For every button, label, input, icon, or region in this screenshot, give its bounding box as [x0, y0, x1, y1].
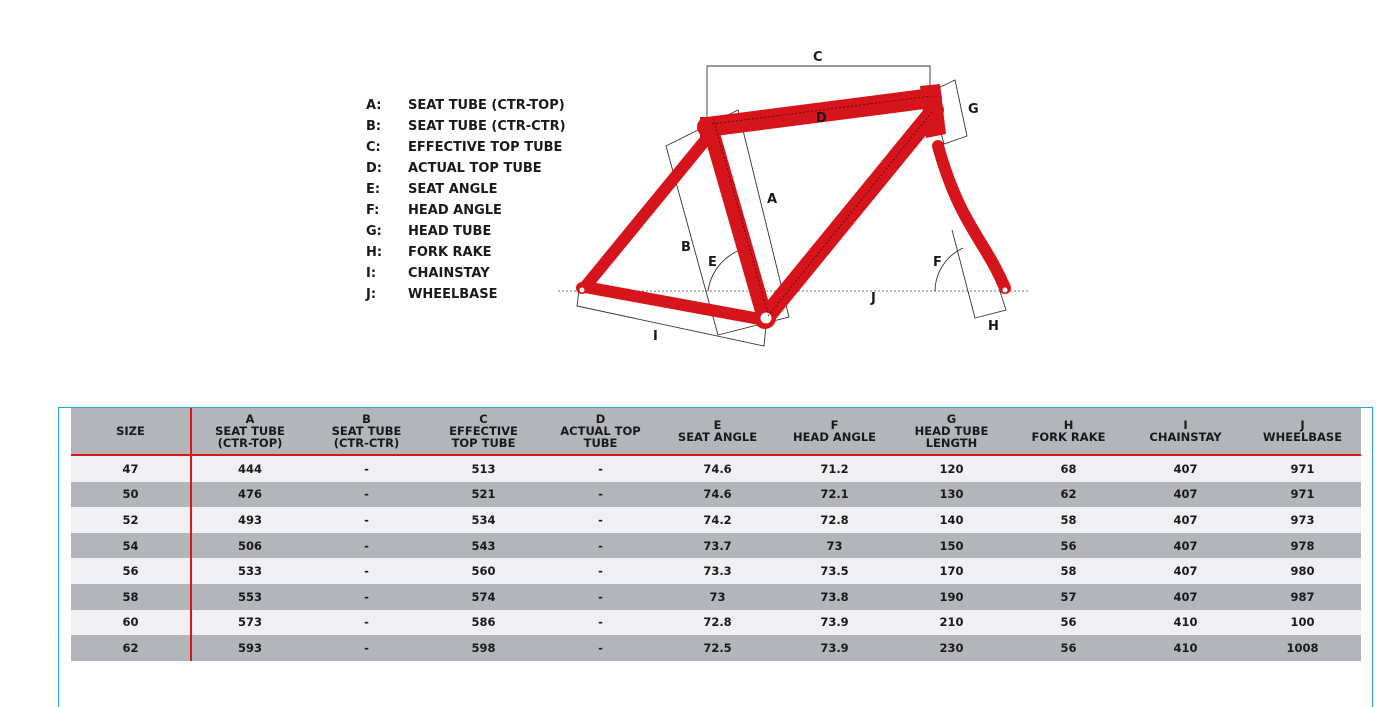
table-cell: 73.8	[776, 584, 893, 610]
table-row	[71, 558, 1361, 584]
table-cell: 980	[1244, 558, 1361, 584]
table-cell: -	[308, 455, 425, 482]
table-cell: 476	[191, 482, 308, 508]
label-i: I	[653, 329, 658, 344]
table-cell: 74.6	[659, 455, 776, 482]
table-cell: 987	[1244, 584, 1361, 610]
table-cell: 190	[893, 584, 1010, 610]
table-cell: 62	[71, 635, 191, 661]
table-row	[71, 610, 1361, 636]
table-cell: 574	[425, 584, 542, 610]
legend-item-j: J: WHEELBASE	[366, 287, 498, 302]
table-cell: -	[308, 558, 425, 584]
label-f: F	[933, 255, 942, 270]
front-dropout-hole	[1003, 288, 1008, 293]
table-row	[71, 482, 1361, 508]
table-cell: 410	[1127, 635, 1244, 661]
legend-item-g: G: HEAD TUBE	[366, 224, 492, 239]
col-header-size: SIZE	[71, 408, 191, 455]
table-cell: -	[542, 507, 659, 533]
table-cell: -	[542, 584, 659, 610]
label-b: B	[681, 240, 691, 255]
table-cell: 534	[425, 507, 542, 533]
table-cell: 74.6	[659, 482, 776, 508]
label-c: C	[813, 50, 823, 65]
table-cell: 52	[71, 507, 191, 533]
rear-dropout-hole	[580, 288, 585, 293]
table-cell: 73	[776, 533, 893, 559]
label-j: J	[871, 291, 876, 306]
table-cell: 120	[893, 455, 1010, 482]
table-cell: 410	[1127, 610, 1244, 636]
bottom-bracket-hole	[761, 313, 772, 324]
table-cell: 74.2	[659, 507, 776, 533]
table-cell: -	[308, 584, 425, 610]
header-row	[71, 408, 1361, 455]
table-cell: 521	[425, 482, 542, 508]
table-cell: -	[308, 610, 425, 636]
label-h: H	[988, 319, 999, 334]
table-cell: 560	[425, 558, 542, 584]
table-cell: 57	[1010, 584, 1127, 610]
col-header-d: D ACTUAL TOP TUBE	[542, 408, 659, 455]
table-cell: -	[308, 533, 425, 559]
table-row	[71, 635, 1361, 661]
table-cell: 68	[1010, 455, 1127, 482]
table-cell: 407	[1127, 558, 1244, 584]
chain-stay	[585, 287, 765, 320]
table-body	[71, 455, 1361, 661]
label-e: E	[708, 255, 717, 270]
col-header-g: G HEAD TUBE LENGTH	[893, 408, 1010, 455]
table-cell: 100	[1244, 610, 1361, 636]
table-row	[71, 533, 1361, 559]
table-cell: 971	[1244, 482, 1361, 508]
table-cell: 58	[71, 584, 191, 610]
table-cell: 593	[191, 635, 308, 661]
table-cell: 71.2	[776, 455, 893, 482]
table-cell: 140	[893, 507, 1010, 533]
table-cell: 130	[893, 482, 1010, 508]
table-cell: 533	[191, 558, 308, 584]
table-cell: 971	[1244, 455, 1361, 482]
table-cell: 56	[1010, 610, 1127, 636]
table-cell: -	[542, 533, 659, 559]
down-tube	[765, 110, 935, 318]
col-header-e: E SEAT ANGLE	[659, 408, 776, 455]
table-cell: 73.3	[659, 558, 776, 584]
legend-item-e: E: SEAT ANGLE	[366, 182, 498, 197]
table-cell: 58	[1010, 507, 1127, 533]
table-cell: -	[542, 635, 659, 661]
legend-item-h: H: FORK RAKE	[366, 245, 492, 260]
table-row	[71, 507, 1361, 533]
table-cell: 50	[71, 482, 191, 508]
table-cell: 72.1	[776, 482, 893, 508]
table-cell: 598	[425, 635, 542, 661]
table-row	[71, 584, 1361, 610]
table-cell: 73.7	[659, 533, 776, 559]
table-cell: -	[308, 635, 425, 661]
table-cell: 407	[1127, 584, 1244, 610]
table-cell: 543	[425, 533, 542, 559]
table-cell: 72.8	[776, 507, 893, 533]
table-cell: 506	[191, 533, 308, 559]
table-cell: 56	[1010, 533, 1127, 559]
table-cell: 230	[893, 635, 1010, 661]
table-cell: 973	[1244, 507, 1361, 533]
table-cell: -	[542, 558, 659, 584]
label-a: A	[767, 192, 778, 207]
col-header-a: A SEAT TUBE (CTR-TOP)	[191, 408, 308, 455]
label-g: G	[968, 102, 979, 117]
table-cell: -	[542, 610, 659, 636]
table-cell: 210	[893, 610, 1010, 636]
legend-item-a: A: SEAT TUBE (CTR-TOP)	[366, 98, 565, 113]
seat-stay	[585, 132, 712, 287]
table-cell: 73	[659, 584, 776, 610]
table-cell: 407	[1127, 482, 1244, 508]
legend-item-c: C: EFFECTIVE TOP TUBE	[366, 140, 563, 155]
table-cell: 54	[71, 533, 191, 559]
table-cell: 407	[1127, 533, 1244, 559]
table-cell: 513	[425, 455, 542, 482]
table-cell: 407	[1127, 507, 1244, 533]
legend-item-i: I: CHAINSTAY	[366, 266, 490, 281]
table-row	[71, 455, 1361, 482]
table-cell: 150	[893, 533, 1010, 559]
col-header-j: J WHEELBASE	[1244, 408, 1361, 455]
table-cell: -	[542, 455, 659, 482]
table-cell: 47	[71, 455, 191, 482]
table-cell: 553	[191, 584, 308, 610]
col-header-b: B SEAT TUBE (CTR-CTR)	[308, 408, 425, 455]
table-cell: 62	[1010, 482, 1127, 508]
label-d: D	[816, 111, 827, 126]
legend-item-b: B: SEAT TUBE (CTR-CTR)	[366, 119, 566, 134]
table-cell: 1008	[1244, 635, 1361, 661]
table-cell: -	[308, 482, 425, 508]
table-cell: 493	[191, 507, 308, 533]
seat-tube	[710, 127, 765, 318]
table-cell: 58	[1010, 558, 1127, 584]
table-cell: -	[542, 482, 659, 508]
geometry-table	[71, 408, 1361, 661]
legend-item-f: F: HEAD ANGLE	[366, 203, 502, 218]
table-cell: 56	[1010, 635, 1127, 661]
table-cell: 72.8	[659, 610, 776, 636]
table-cell: 586	[425, 610, 542, 636]
table-cell: 444	[191, 455, 308, 482]
table-cell: 573	[191, 610, 308, 636]
table-cell: 60	[71, 610, 191, 636]
table-header	[71, 408, 1361, 455]
seat-tube-cap	[700, 117, 718, 139]
col-header-f: F HEAD ANGLE	[776, 408, 893, 455]
table-cell: 407	[1127, 455, 1244, 482]
table-cell: 170	[893, 558, 1010, 584]
fork	[938, 146, 1005, 288]
table-cell: 73.9	[776, 635, 893, 661]
table-cell: 978	[1244, 533, 1361, 559]
table-cell: 73.5	[776, 558, 893, 584]
table-cell: -	[308, 507, 425, 533]
table-cell: 56	[71, 558, 191, 584]
col-header-c: C EFFECTIVE TOP TUBE	[425, 408, 542, 455]
table-cell: 72.5	[659, 635, 776, 661]
col-header-i: I CHAINSTAY	[1127, 408, 1244, 455]
legend-item-d: D: ACTUAL TOP TUBE	[366, 161, 542, 176]
table-cell: 73.9	[776, 610, 893, 636]
col-header-h: H FORK RAKE	[1010, 408, 1127, 455]
